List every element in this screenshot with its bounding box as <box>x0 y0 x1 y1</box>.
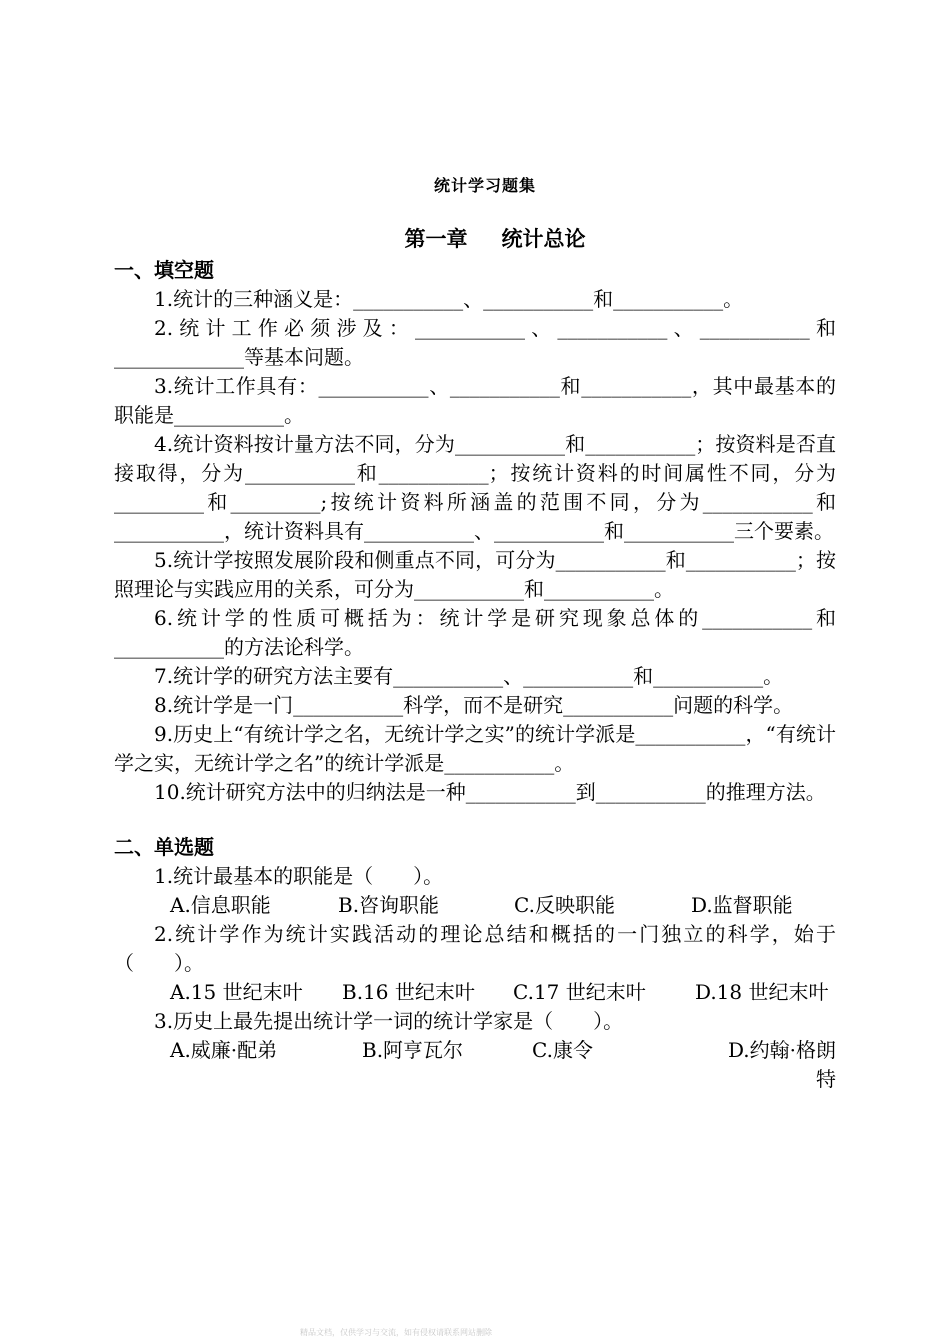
fill-question-6: 6.统计学的性质可概括为：统计学是研究现象总体的___________和___________的方法论科学。 <box>114 606 836 659</box>
option-c: C.17 世纪末叶 <box>513 980 646 1004</box>
document-content <box>114 174 836 1094</box>
fill-question-1: 1.统计的三种涵义是：___________、___________和___________。 <box>154 287 744 311</box>
option-a: A.威廉·配弟 <box>170 1038 278 1062</box>
option-c: C.反映职能 <box>514 893 615 917</box>
choice-question-3-options <box>114 1036 836 1094</box>
fill-question-2: 2.统计工作必须涉及：___________、___________、___________和_____________等基本问题。 <box>114 316 836 369</box>
option-d: D.监督职能 <box>691 893 793 917</box>
option-c: C.康令 <box>532 1038 593 1062</box>
fill-question-7: 7.统计学的研究方法主要有___________、___________和___________。 <box>154 664 784 688</box>
fill-question-8: 8.统计学是一门___________科学，而不是研究___________问题的科学。 <box>154 693 794 717</box>
fill-question-3: 3.统计工作具有：___________、___________和___________，其中最基本的职能是___________。 <box>114 374 836 427</box>
chapter-name: 统计总论 <box>501 226 586 251</box>
choice-question-2-stem: 2.统计学作为统计实践活动的理论总结和概括的一门独立的科学，始于（ ）。 <box>114 922 836 975</box>
fill-question-10: 10.统计研究方法中的归纳法是一种___________到___________的推理方法。 <box>154 780 826 804</box>
option-b: B.阿亨瓦尔 <box>362 1038 464 1062</box>
fill-question-5: 5.统计学按照发展阶段和侧重点不同，可分为___________和___________；按照理论与实践应用的关系，可分为___________和___________。 <box>114 548 836 601</box>
choice-question-1-options <box>114 891 836 920</box>
chapter-heading <box>154 224 836 254</box>
option-d: D.约翰·格朗特 <box>727 1038 836 1091</box>
section-heading-fill-in: 一、填空题 <box>114 258 214 282</box>
choice-question-1-stem: 1.统计最基本的职能是（ ）。 <box>154 864 444 888</box>
option-d: D.18 世纪末叶 <box>695 980 829 1004</box>
option-a: A.信息职能 <box>170 893 271 917</box>
option-b: B.咨询职能 <box>338 893 440 917</box>
fill-question-9: 9.历史上“有统计学之名，无统计学之实”的统计学派是___________，“有统计学之实，无统计学之名”的统计学派是___________。 <box>114 722 836 775</box>
page-footer: 精品文档，仅供学习与交流，如有侵权请联系网站删除 <box>300 1328 492 1337</box>
chapter-number: 第一章 <box>404 226 468 251</box>
document-title: 统计学习题集 <box>433 176 536 195</box>
option-b: B.16 世纪末叶 <box>342 980 475 1004</box>
section-heading-single-choice: 二、单选题 <box>114 835 214 859</box>
option-a: A.15 世纪末叶 <box>170 980 303 1004</box>
choice-question-2-options <box>114 978 836 1007</box>
fill-question-4: 4.统计资料按计量方法不同，分为___________和___________；按资料是否直接取得，分为___________和___________；按统计资料的时间属性不同，分为_________和_________;按统计资料所涵盖的范围不同，分为___________和___________，统计资料具有___________、___________和___________三个要素。 <box>114 432 836 543</box>
choice-question-3-stem: 3.历史上最先提出统计学一词的统计学家是（ ）。 <box>154 1009 624 1033</box>
